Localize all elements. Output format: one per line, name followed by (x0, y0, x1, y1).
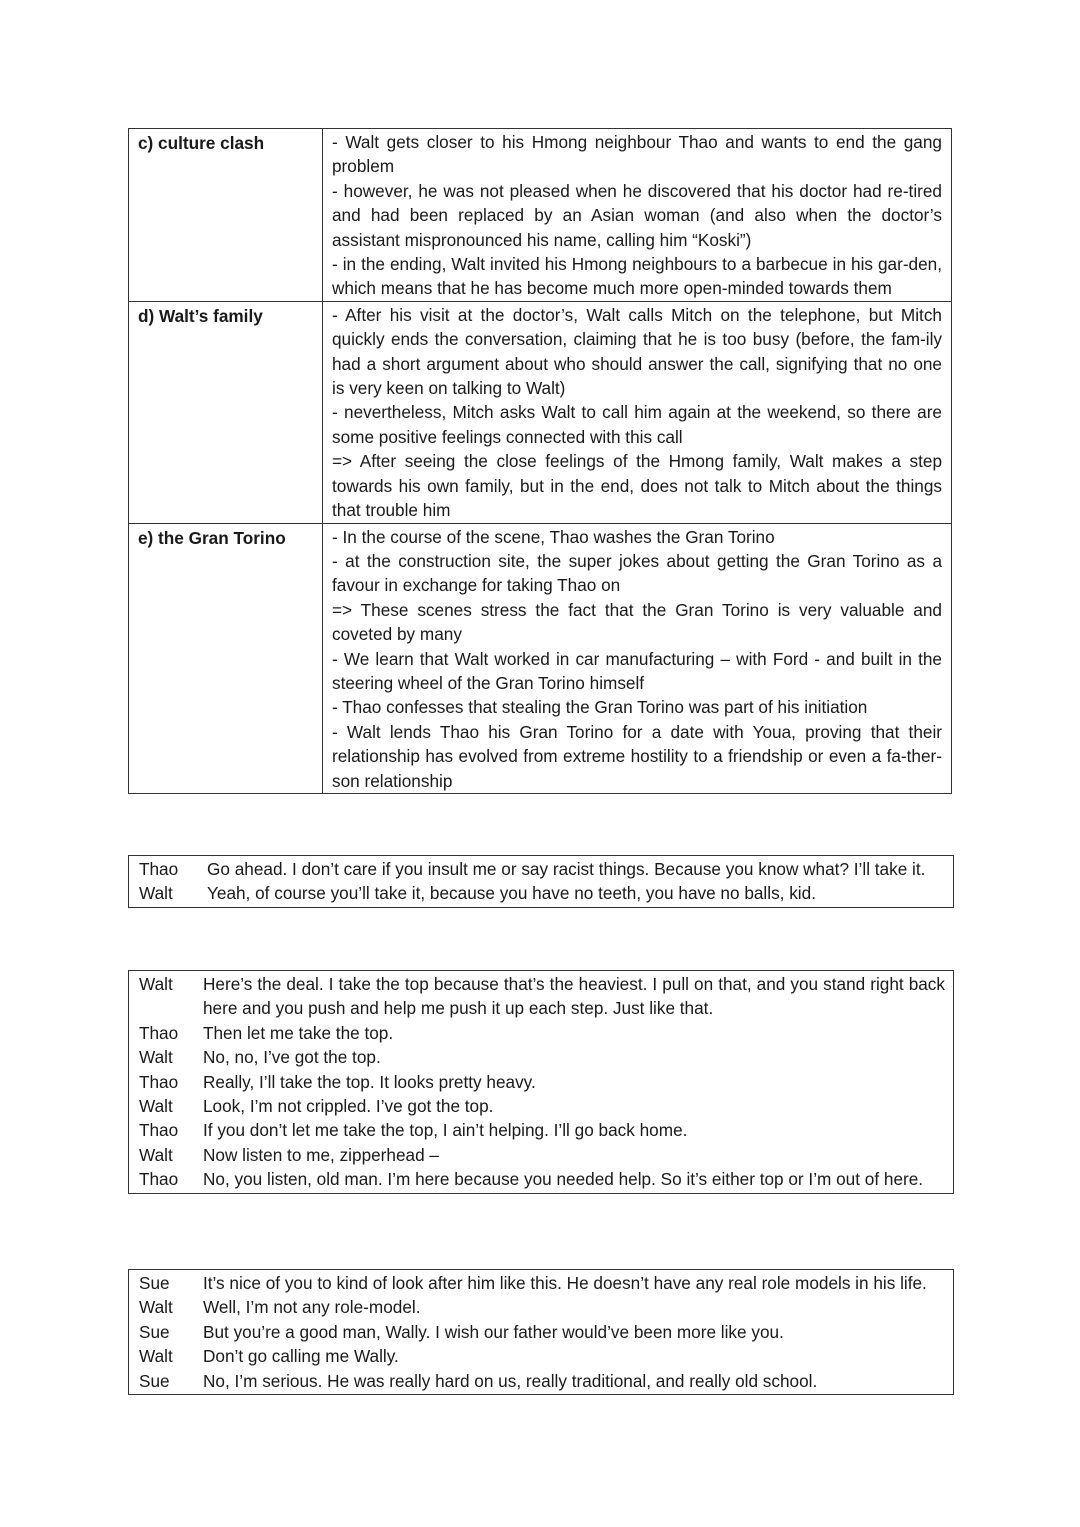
bullet-line: - Thao confesses that stealing the Gran Torino was part of his initiation (332, 697, 868, 718)
dialogue-text: Go ahead. I don’t care if you insult me or say racist things. Because you know what? I’ll take it. (207, 859, 926, 879)
dialogue-text: If you don’t let me take the top, I ain’t helping. I’ll go back home. (203, 1120, 688, 1141)
dialogue-text: Look, I’m not crippled. I’ve got the top. (203, 1096, 494, 1117)
speaker-name: Walt (139, 883, 173, 904)
speaker-name: Sue (139, 1321, 170, 1342)
speaker-name: Walt (139, 974, 173, 994)
dialogue-text: Don’t go calling me Wally. (203, 1346, 399, 1367)
dialogue-line (139, 1094, 945, 1118)
bullet-line: - After his visit at the doctor’s, Walt calls Mitch on the telephone, but Mitch quickly ends the conversation, claiming that he is too busy (before, the fam-ily had a short argument about who should answer the call, signifying that no one is very keen on talking to Walt) (332, 304, 942, 399)
row-content (323, 523, 952, 793)
dialogue-text: But you’re a good man, Wally. I wish our father would’ve been more like you. (203, 1321, 784, 1342)
dialogue-line (139, 857, 945, 881)
dialogue-line (139, 1320, 945, 1344)
dialogue-text: No, no, I’ve got the top. (203, 1047, 381, 1068)
speaker-name: Walt (139, 1096, 173, 1117)
dialogue-line (139, 1045, 945, 1069)
speaker-name: Thao (139, 1169, 179, 1190)
dialogue-box-lifting (128, 970, 954, 1194)
dialogue-box-sue-walt (128, 1269, 954, 1395)
bullet-line: - at the construction site, the super jokes about getting the Gran Torino as a favour in exchange for taking Thao on (332, 550, 942, 596)
dialogue-text: Well, I’m not any role-model. (203, 1297, 421, 1318)
speaker-name: Sue (139, 1273, 170, 1293)
bullet-line: - however, he was not pleased when he discovered that his doctor had re-tired and had been replaced by an Asian woman (and also when the doctor’s assistant mispronounced his name, calling him “Koski”) (332, 180, 942, 250)
bullet-line: => After seeing the close feelings of the Hmong family, Walt makes a step towards his own family, but in the end, does not talk to Mitch about the things that trouble him (332, 451, 942, 521)
bullet-line: - Walt gets closer to his Hmong neighbour Thao and wants to end the gang problem (332, 132, 942, 177)
dialogue-line (139, 1143, 945, 1167)
speaker-name: Thao (139, 859, 179, 879)
row-label: d) Walt’s family (129, 301, 323, 523)
dialogue-text: Really, I’ll take the top. It looks pretty heavy. (203, 1071, 536, 1092)
dialogue-text: No, you listen, old man. I’m here because you needed help. So it’s either top or I’m out of here. (203, 1169, 924, 1190)
bullet-line: - In the course of the scene, Thao washes the Gran Torino (332, 526, 775, 547)
dialogue-text: Yeah, of course you’ll take it, because you have no teeth, you have no balls, kid. (207, 883, 816, 904)
dialogue-line (139, 1344, 945, 1368)
bullet-line: - in the ending, Walt invited his Hmong neighbours to a barbecue in his gar-den, which means that he has become much more open-minded towards them (332, 254, 942, 299)
bullet-line: - Walt lends Thao his Gran Torino for a date with Youa, proving that their relationship has evolved from extreme hostility to a friendship or even a fa-ther-son relationship (332, 721, 942, 791)
dialogue-line (139, 1118, 945, 1142)
dialogue-box-thao-walt (128, 855, 954, 908)
speaker-name: Thao (139, 1022, 179, 1043)
row-content (323, 301, 952, 523)
row-label: e) the Gran Torino (129, 523, 323, 793)
table-row (129, 523, 952, 793)
bullet-line: - nevertheless, Mitch asks Walt to call him again at the weekend, so there are some positive feelings connected with this call (332, 402, 942, 447)
table-row (129, 301, 952, 523)
dialogue-line (139, 1295, 945, 1319)
analysis-table (128, 128, 952, 794)
speaker-name: Walt (139, 1047, 173, 1068)
speaker-name: Walt (139, 1297, 173, 1318)
speaker-name: Walt (139, 1144, 173, 1165)
dialogue-line (139, 1369, 945, 1393)
bullet-line: - We learn that Walt worked in car manufacturing – with Ford - and built in the steering wheel of the Gran Torino himself (332, 648, 942, 693)
speaker-name: Sue (139, 1370, 170, 1391)
dialogue-line (139, 1070, 945, 1094)
dialogue-line (139, 1021, 945, 1045)
dialogue-text: No, I’m serious. He was really hard on us, really traditional, and really old school. (203, 1370, 818, 1391)
row-label: c) culture clash (129, 129, 323, 302)
dialogue-text: Now listen to me, zipperhead – (203, 1144, 439, 1165)
speaker-name: Walt (139, 1346, 173, 1367)
dialogue-line (139, 1167, 945, 1191)
table-row (129, 129, 952, 302)
dialogue-line (139, 972, 945, 1021)
dialogue-text: Then let me take the top. (203, 1022, 394, 1043)
row-content (323, 129, 952, 302)
dialogue-text: Here’s the deal. I take the top because that’s the heaviest. I pull on that, and you stand right back here and you push and help me push it up each step. Just like that. (203, 974, 945, 1019)
dialogue-line (139, 881, 945, 905)
dialogue-line (139, 1271, 945, 1295)
speaker-name: Thao (139, 1120, 179, 1141)
speaker-name: Thao (139, 1071, 179, 1092)
bullet-line: => These scenes stress the fact that the Gran Torino is very valuable and coveted by many (332, 599, 942, 645)
dialogue-text: It’s nice of you to kind of look after him like this. He doesn’t have any real role models in his life. (203, 1273, 927, 1293)
